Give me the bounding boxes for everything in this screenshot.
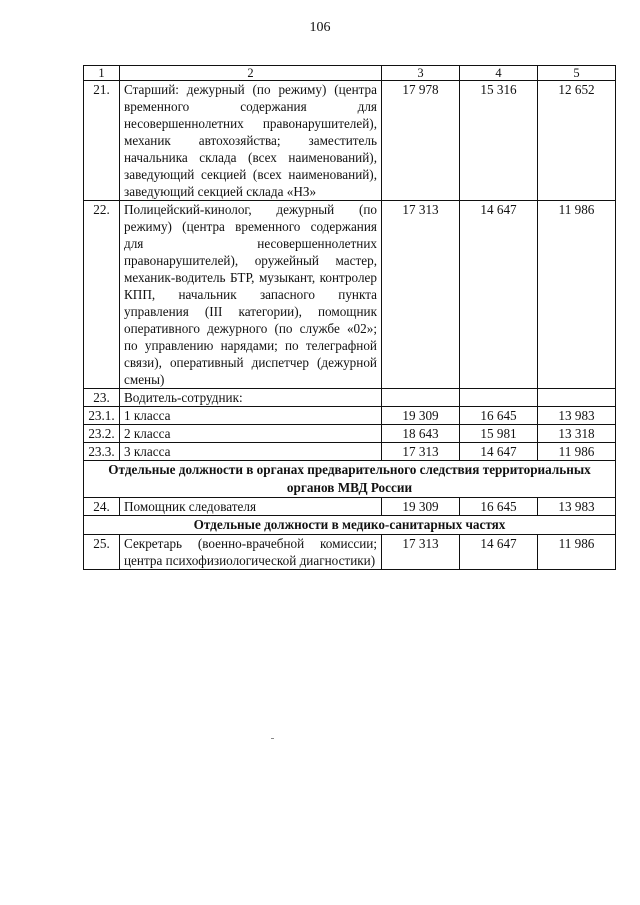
row-number: 25. [84,535,120,570]
table-row [84,201,616,389]
position-name: Секретарь (военно-врачебной комиссии; центра психофизиологической диагностики) [120,535,382,570]
salary-value: 13 983 [538,498,616,516]
salary-value: 17 978 [382,81,460,201]
salary-value: 16 645 [460,407,538,425]
salary-value: 19 309 [382,407,460,425]
row-number: 24. [84,498,120,516]
position-name: Старший: дежурный (по режиму) (центра временного содержания для несовершеннолетних правонарушителей), механик автохозяйства; заместитель начальника склада (всех наименований), заведующий секцией (всех наименований), заведующий секцией склада «НЗ» [120,81,382,201]
row-number: 22. [84,201,120,389]
row-number: 23.2. [84,425,120,443]
salary-value: 19 309 [382,498,460,516]
position-name: Полицейский-кинолог, дежурный (по режиму) (центра временного содержания для несовершеннолетних правонарушителей), оружейный мастер, механик-водитель БТР, музыкант, контролер КПП, начальник запасного пункта управления (III категории), помощник оперативного дежурного (по службе «02»; по управлению нарядами; по телеграфной связи), оперативный диспетчер (дежурной смены) [120,201,382,389]
section-heading-row [84,516,616,535]
salary-value: 17 313 [382,201,460,389]
salary-value: 14 647 [460,535,538,570]
salary-value [538,389,616,407]
table-row [84,81,616,201]
column-number-row [84,66,616,81]
page-number: 106 [309,20,331,35]
row-number: 23. [84,389,120,407]
salary-value [460,389,538,407]
column-header: 5 [538,66,616,81]
section-heading: Отдельные должности в медико-санитарных частях [84,516,616,535]
salary-value: 14 647 [460,201,538,389]
salary-value: 18 643 [382,425,460,443]
salary-value [382,389,460,407]
salary-value: 17 313 [382,443,460,461]
salary-value: 15 981 [460,425,538,443]
table-row [84,443,616,461]
salary-value: 13 983 [538,407,616,425]
table-row [84,407,616,425]
section-heading: Отдельные должности в органах предварительного следствия территориальных органов МВД России [84,461,616,498]
column-header: 3 [382,66,460,81]
salary-value: 14 647 [460,443,538,461]
salary-value: 16 645 [460,498,538,516]
table-row [84,498,616,516]
position-name: 3 класса [120,443,382,461]
row-number: 23.1. [84,407,120,425]
row-number: 21. [84,81,120,201]
salary-value: 11 986 [538,201,616,389]
position-name: 2 класса [120,425,382,443]
table-row [84,535,616,570]
position-name: Помощник следователя [120,498,382,516]
salary-value: 12 652 [538,81,616,201]
scan-speck [271,738,274,739]
row-number: 23.3. [84,443,120,461]
column-header: 2 [120,66,382,81]
column-header: 4 [460,66,538,81]
section-heading-row [84,461,616,498]
salary-value: 11 986 [538,443,616,461]
salary-table [83,65,616,570]
position-name: 1 класса [120,407,382,425]
column-header: 1 [84,66,120,81]
salary-value: 15 316 [460,81,538,201]
salary-value: 13 318 [538,425,616,443]
table-row [84,389,616,407]
position-name: Водитель-сотрудник: [120,389,382,407]
salary-value: 17 313 [382,535,460,570]
salary-value: 11 986 [538,535,616,570]
table-row [84,425,616,443]
